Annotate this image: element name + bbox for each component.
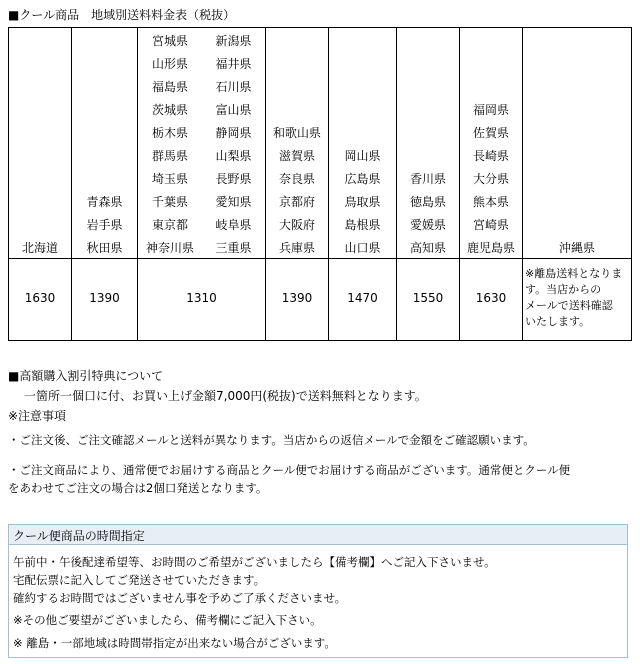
- region-hokkaido: 北海道: [21, 241, 58, 255]
- region-saitama: 埼玉県: [151, 172, 188, 186]
- region-kumamoto: 熊本県: [472, 195, 509, 209]
- price-kanto-chubu: 1310: [186, 291, 217, 305]
- region-shizuoka: 静岡県: [215, 126, 252, 140]
- time-line-4: ※その他ご要望がございましたら、備考欄にご記入下さい。: [13, 613, 322, 627]
- time-specification-box: [8, 524, 628, 658]
- region-toyama: 富山県: [215, 103, 252, 117]
- region-ehime: 愛媛県: [409, 218, 446, 232]
- region-yamagata: 山形県: [151, 57, 188, 71]
- time-specification-title: クール便商品の時間指定: [13, 529, 145, 543]
- region-yamanashi: 山梨県: [215, 149, 252, 163]
- region-tottori: 鳥取県: [344, 195, 381, 209]
- region-gifu: 岐阜県: [215, 218, 252, 232]
- price-tohoku-north: 1390: [89, 291, 120, 305]
- region-gunma: 群馬県: [151, 149, 188, 163]
- time-specification-header: [9, 525, 627, 545]
- okinawa-note-line1: ※離島送料となりま: [525, 267, 623, 280]
- region-hyogo: 兵庫県: [278, 241, 315, 255]
- region-okayama: 岡山県: [344, 149, 381, 163]
- region-fukuoka: 福岡県: [472, 103, 509, 117]
- region-yamaguchi: 山口県: [344, 241, 381, 255]
- region-mie: 三重県: [215, 241, 252, 255]
- region-ishikawa: 石川県: [215, 80, 252, 94]
- region-akita: 秋田県: [86, 241, 123, 255]
- region-nagano: 長野県: [215, 172, 252, 186]
- region-wakayama: 和歌山県: [272, 126, 321, 140]
- okinawa-note-line2: す。当店からの: [525, 283, 602, 296]
- region-hiroshima: 広島県: [344, 172, 381, 186]
- okinawa-note-line4: いたします。: [525, 315, 591, 328]
- region-oita: 大分県: [472, 172, 509, 186]
- region-chiba: 千葉県: [151, 195, 188, 209]
- region-iwate: 岩手県: [86, 218, 123, 232]
- region-osaka: 大阪府: [278, 218, 315, 232]
- time-line-3: 確約するお時間ではございません事を予めご了承くださいませ。: [13, 591, 347, 605]
- note-2a: ・ご注文商品により、通常便でお届けする商品とクール便でお届けする商品がございます。通常便とクール便: [8, 463, 571, 477]
- region-fukui: 福井県: [215, 57, 252, 71]
- region-kyoto: 京都府: [278, 195, 315, 209]
- price-kyushu: 1630: [475, 291, 507, 305]
- notes-title: ※注意事項: [8, 409, 67, 423]
- discount-title: ■高額購入割引特典について: [8, 369, 164, 383]
- time-line-1: 午前中・午後配達希望等、お時間のご希望がございましたら【備考欄】へご記入下さいませ。: [13, 555, 496, 569]
- region-kagawa: 香川県: [409, 172, 446, 186]
- region-kanagawa: 神奈川県: [145, 241, 194, 255]
- time-line-2: 宅配伝票に記入してご発送させていただきます。: [13, 573, 266, 587]
- price-hokkaido: 1630: [24, 291, 56, 305]
- note-1: ・ご注文後、ご注文確認メールと送料が異なります。当店からの返信メールで金額をご確認願います。: [8, 433, 535, 447]
- region-aomori: 青森県: [86, 195, 123, 209]
- region-aichi: 愛知県: [215, 195, 252, 209]
- discount-line: 一箇所一個口に付、お買い上げ金額7,000円(税抜)で送料無料となります。: [24, 389, 427, 403]
- region-kagoshima: 鹿児島県: [466, 241, 515, 255]
- time-line-5: ※ 離島・一部地域は時間帯指定が出来ない場合がございます。: [13, 636, 336, 650]
- price-kinki: 1390: [281, 291, 313, 305]
- region-shimane: 島根県: [344, 218, 381, 232]
- region-shiga: 滋賀県: [278, 149, 315, 163]
- price-shikoku: 1550: [412, 291, 444, 305]
- shipping-table-title: ■クール商品 地域別送料料金表（税抜）: [8, 8, 236, 22]
- note-2b: をあわせてご注文の場合は2個口発送となります。: [8, 481, 268, 495]
- region-saga: 佐賀県: [472, 126, 509, 140]
- region-tochigi: 栃木県: [151, 126, 188, 140]
- region-niigata: 新潟県: [215, 34, 252, 48]
- okinawa-note-line3: メールで送料確認: [525, 299, 613, 312]
- region-kochi: 高知県: [409, 241, 446, 255]
- region-tokushima: 徳島県: [409, 195, 446, 209]
- region-okinawa: 沖縄県: [558, 241, 595, 255]
- price-chugoku: 1470: [347, 291, 378, 305]
- region-tokyo: 東京都: [151, 218, 188, 232]
- region-nagasaki: 長崎県: [472, 149, 509, 163]
- region-nara: 奈良県: [278, 172, 315, 186]
- region-ibaraki: 茨城県: [151, 103, 188, 117]
- region-miyagi: 宮城県: [151, 34, 188, 48]
- region-miyazaki: 宮崎県: [472, 218, 509, 232]
- region-fukushima: 福島県: [151, 80, 188, 94]
